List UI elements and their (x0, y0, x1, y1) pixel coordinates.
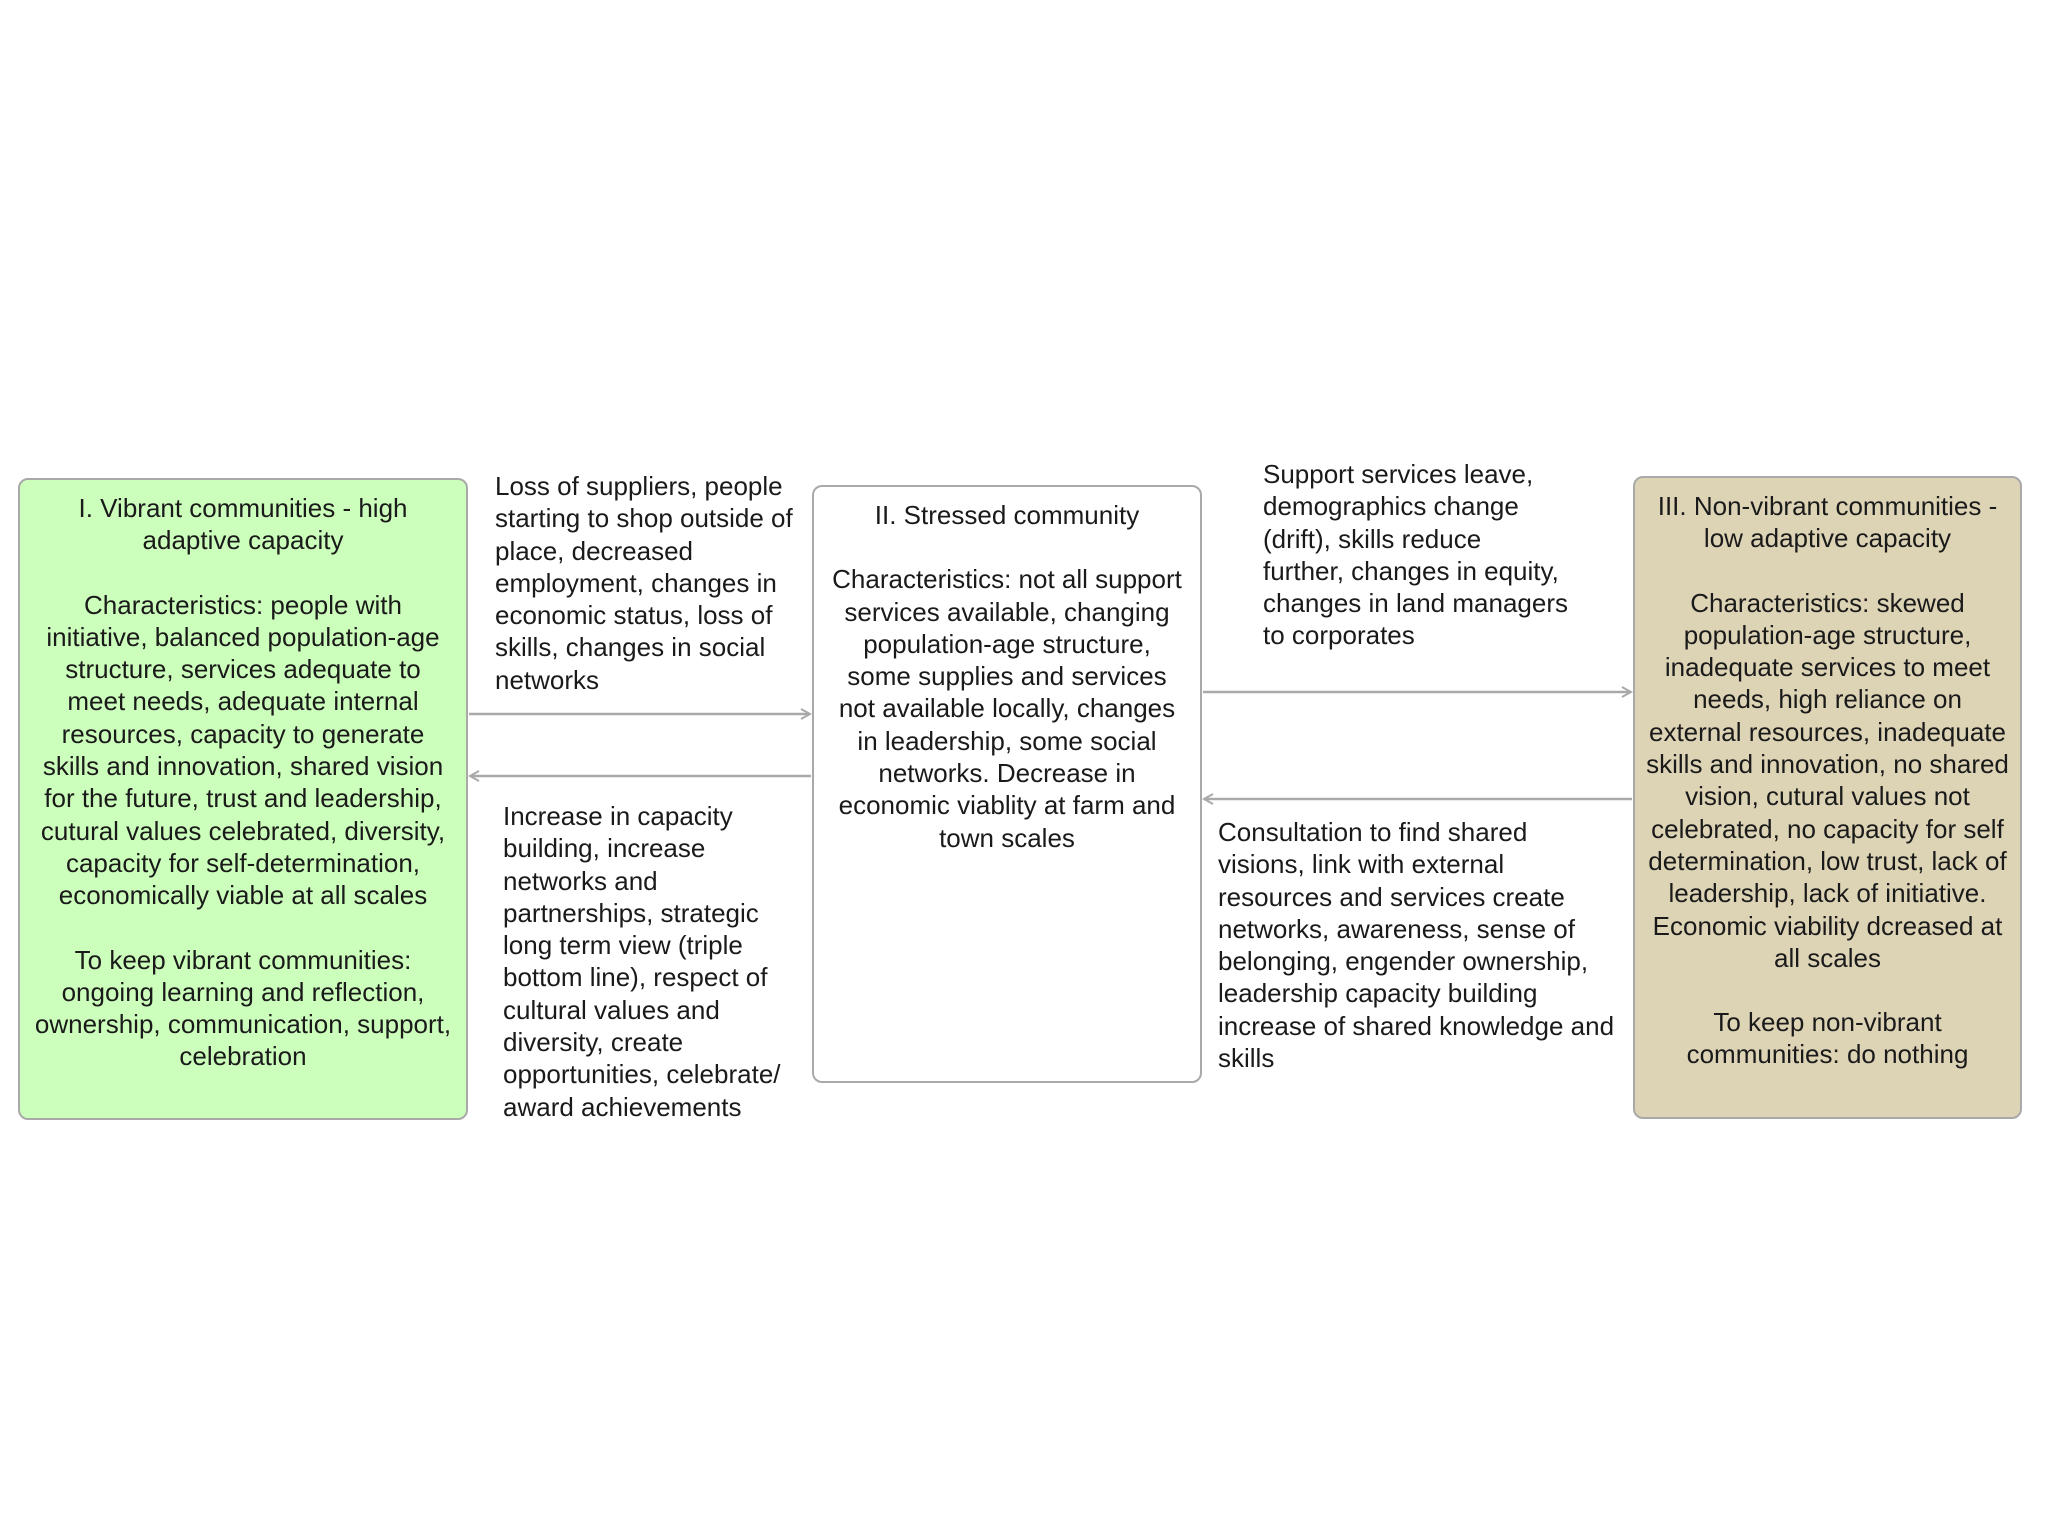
vibrant-to-stressed-label: Loss of suppliers, people starting to shop outside of place, decreased employment, changes in economic status, loss of skills, changes in social networks (495, 471, 793, 695)
stressed-title: II. Stressed community (874, 500, 1140, 530)
nonvibrant-characteristics: Characteristics: skewed population-age structure, inadequate services to meet needs, high reliance on external resources, inadequate skills and innovation, no shared vision, cutural values not celebrated, no capacity for self determination, low trust, lack of leadership, lack of initiative. Economic viability dcreased at all scales (1646, 587, 2009, 973)
vibrant-communities-box (18, 478, 468, 1120)
stressed-characteristics: Characteristics: not all support services available, changing population-age structure, some supplies and services not available locally, changes in leadership, some social networks. Decrease in economic viablity at farm and town scales (832, 564, 1182, 853)
stressed-to-nonvibrant-label: Support services leave, demographics change (drift), skills reduce further, changes in equity, changes in land managers to corporates (1263, 459, 1568, 651)
nonvibrant-keep: To keep non-vibrant communities: do nothing (1686, 1007, 1969, 1070)
vibrant-title: I. Vibrant communities - high adaptive capacity (78, 493, 408, 556)
nonvibrant-title: III. Non-vibrant communities - low adaptive capacity (1657, 491, 1998, 554)
stressed-community-box (812, 485, 1202, 1083)
non-vibrant-communities-box (1633, 476, 2022, 1119)
stressed-to-vibrant-label: Increase in capacity building, increase networks and partnerships, strategic long term view (triple bottom line), respect of cultural values and diversity, create opportunities, celebrate/ award achievements (503, 801, 781, 1122)
vibrant-characteristics: Characteristics: people with initiative, balanced population-age structure, services adequate to meet needs, adequate internal resources, capacity to generate skills and innovation, shared vision for the future, trust and leadership, cutural values celebrated, diversity, capacity for self-determination, economically viable at all scales (40, 589, 446, 911)
nonvibrant-to-stressed-label: Consultation to find shared visions, link with external resources and services create networks, awareness, sense of belonging, engender ownership, leadership capacity building increase of shared knowledge and skills (1218, 817, 1615, 1074)
vibrant-keep: To keep vibrant communities: ongoing learning and reflection, ownership, communication, support, celebration (34, 944, 452, 1072)
